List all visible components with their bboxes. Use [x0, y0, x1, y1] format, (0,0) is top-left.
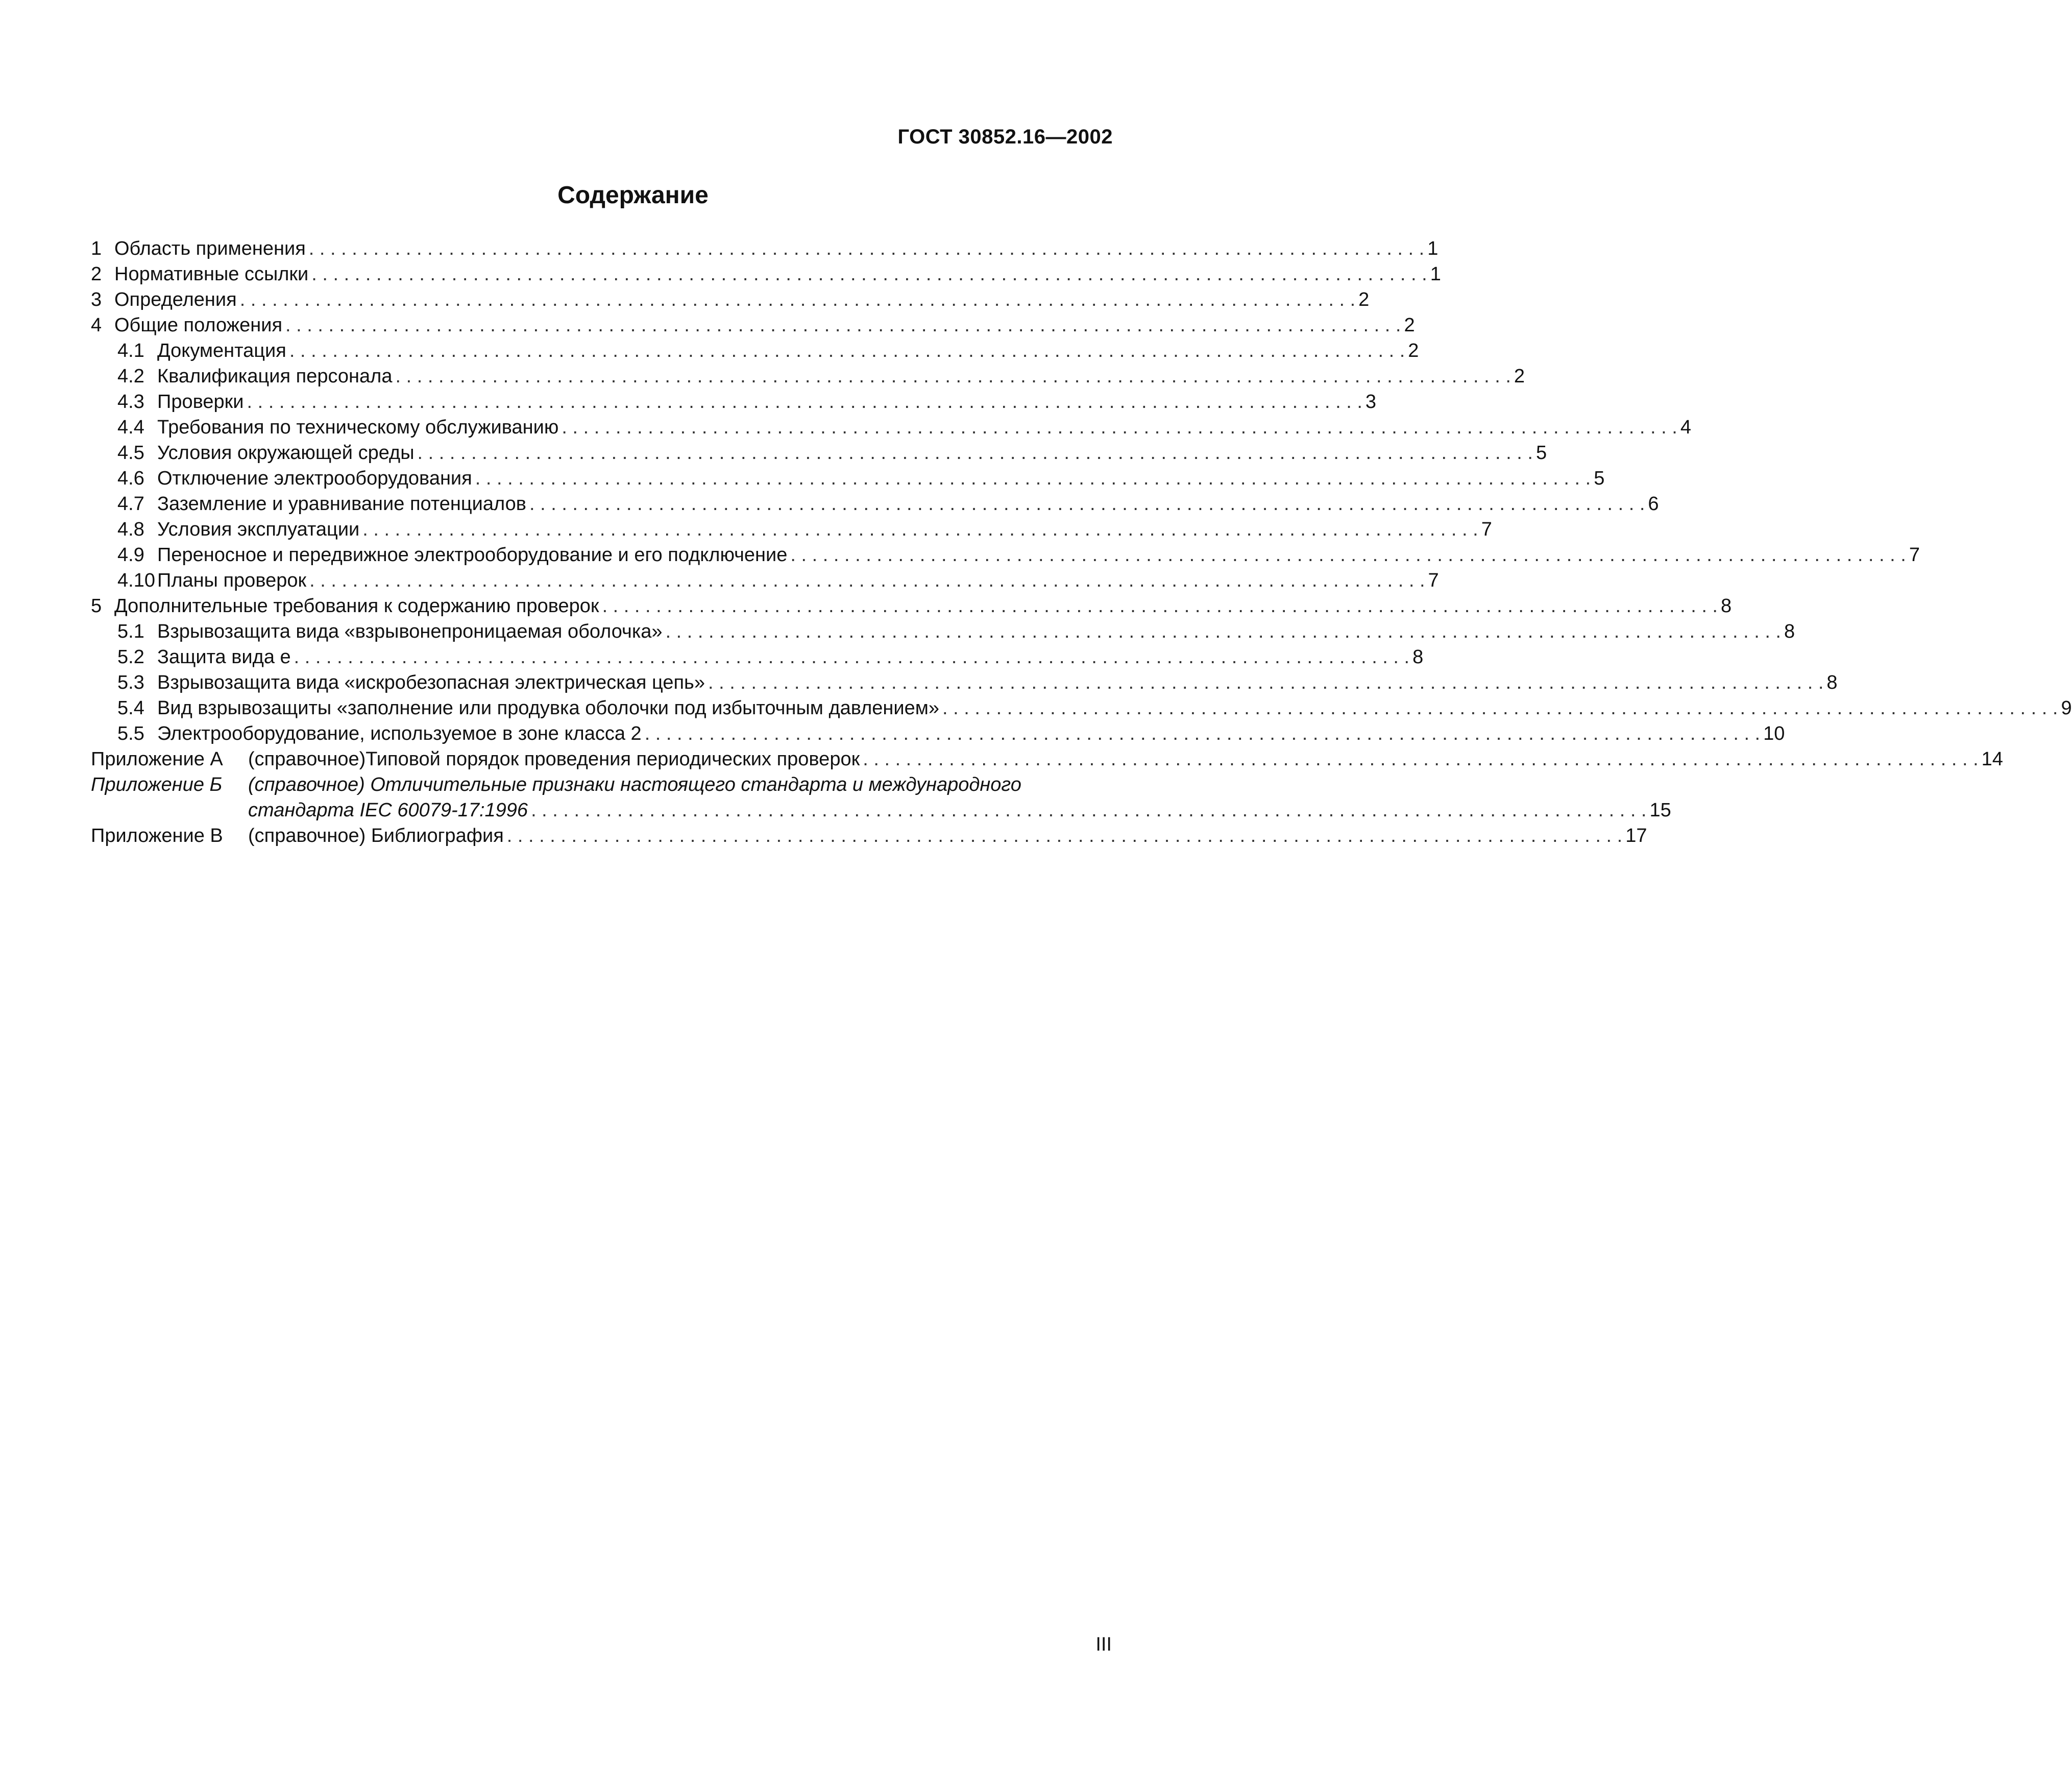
toc-entry-label: Электрооборудование, используемое в зоне класса 2: [157, 723, 642, 744]
page-number: III: [1095, 1634, 1112, 1655]
appendix-tag: Приложение В: [91, 825, 223, 846]
dot-leader: [475, 466, 1591, 491]
toc-appendix-b[interactable]: [91, 772, 1113, 797]
toc-entry-page: 1: [1427, 238, 1439, 259]
toc-entry-number: 4.6: [117, 468, 144, 489]
toc-entry-page: 8: [1826, 672, 1838, 693]
toc-entry-number: 4.8: [117, 519, 144, 540]
toc-entry[interactable]: [91, 415, 1691, 440]
standard-code: ГОСТ 30852.16—2002: [897, 126, 1113, 148]
toc-appendix-a[interactable]: [91, 746, 2003, 772]
toc-entry[interactable]: [91, 670, 1838, 695]
dot-leader: [708, 670, 1823, 695]
toc-entry-label: Отключение электрооборудования: [157, 468, 472, 489]
toc-entry-label: Требования по техническому обслуживанию: [157, 417, 559, 438]
dot-leader: [294, 644, 1409, 670]
toc-entry[interactable]: [91, 619, 1795, 644]
toc-entry-page: 8: [1721, 595, 1732, 617]
toc-entry-number: 5.5: [117, 723, 144, 744]
toc-entry-page: 6: [1648, 493, 1659, 515]
appendix-page: 14: [1981, 748, 2003, 770]
toc-entry-number: 4.1: [117, 340, 144, 361]
dot-leader: [311, 261, 1427, 287]
toc-entry[interactable]: [91, 440, 1547, 466]
toc-appendix-b-continued[interactable]: [91, 797, 1671, 823]
toc-entry[interactable]: [91, 261, 1441, 287]
toc-entry-page: 5: [1594, 468, 1605, 489]
appendix-page: 15: [1649, 800, 1671, 821]
dot-leader: [863, 746, 1978, 772]
dot-leader: [395, 364, 1510, 389]
toc-entry-number: 2: [91, 263, 102, 285]
toc-entry-number: 4.9: [117, 544, 144, 566]
toc-entry-page: 8: [1784, 621, 1795, 642]
dot-leader: [645, 721, 1760, 746]
toc-entry-label: Область применения: [114, 238, 306, 259]
appendix-page: 17: [1625, 825, 1647, 846]
toc-entry-label: Квалификация персонала: [157, 366, 393, 387]
appendix-label: (справочное) Отличительные признаки настоящего стандарта и международного: [248, 774, 1021, 795]
appendix-label: (справочное)Типовой порядок проведения периодических проверок: [248, 748, 860, 770]
toc-entry[interactable]: [91, 568, 1439, 593]
dot-leader: [309, 236, 1424, 261]
toc-entry-label: Документация: [157, 340, 286, 361]
toc-entry-label: Взрывозащита вида «искробезопасная электрическая цепь»: [157, 672, 705, 693]
toc-entry[interactable]: [91, 287, 1370, 312]
toc-entry-label: Защита вида е: [157, 646, 291, 668]
toc-entry[interactable]: [91, 466, 1605, 491]
dot-leader: [247, 389, 1362, 415]
toc-entry[interactable]: [91, 721, 1785, 746]
toc-entry-page: 2: [1514, 366, 1525, 387]
toc-entry-page: 9: [2061, 697, 2072, 719]
dot-leader: [529, 491, 1645, 517]
toc-entry-number: 5.1: [117, 621, 144, 642]
dot-leader: [240, 287, 1355, 312]
appendix-tag: Приложение А: [91, 748, 223, 770]
appendix-label: (справочное) Библиография: [248, 825, 504, 846]
toc-entries: [91, 236, 2072, 746]
toc-entry-label: Переносное и передвижное электрооборудование и его подключение: [157, 544, 788, 566]
toc-entry-label: Планы проверок: [157, 570, 307, 591]
appendix-tag: Приложение Б: [91, 774, 223, 795]
toc-entry-number: 4.4: [117, 417, 144, 438]
toc-entry-label: Определения: [114, 289, 237, 310]
toc-entry-number: 4.3: [117, 391, 144, 413]
toc-entry[interactable]: [91, 644, 1424, 670]
toc-entry[interactable]: [91, 389, 1377, 415]
toc-entry-label: Проверки: [157, 391, 244, 413]
toc-entry-label: Общие положения: [114, 314, 283, 336]
toc-entry[interactable]: [91, 338, 1419, 364]
dot-leader: [289, 338, 1405, 364]
toc-entry-number: 5.2: [117, 646, 144, 668]
toc-entry-page: 2: [1404, 314, 1415, 336]
toc-entry-page: 4: [1680, 417, 1691, 438]
dot-leader: [309, 568, 1425, 593]
toc-entry[interactable]: [91, 236, 1439, 261]
toc-entry[interactable]: [91, 695, 2072, 721]
toc-entry-number: 3: [91, 289, 102, 310]
toc-entry[interactable]: [91, 364, 1525, 389]
dot-leader: [602, 593, 1718, 619]
toc-entry[interactable]: [91, 312, 1415, 338]
toc-entry-number: 1: [91, 238, 102, 259]
toc-entry-label: Нормативные ссылки: [114, 263, 309, 285]
dot-leader: [362, 517, 1478, 542]
toc-entry-page: 7: [1481, 519, 1492, 540]
toc-entry-page: 7: [1428, 570, 1439, 591]
dot-leader: [507, 823, 1622, 849]
toc-entry[interactable]: [91, 491, 1659, 517]
toc-entry-page: 3: [1365, 391, 1377, 413]
dot-leader: [418, 440, 1533, 466]
toc-entry-number: 4.10: [117, 570, 155, 591]
toc-entry-page: 5: [1535, 442, 1547, 464]
toc-entry-label: Взрывозащита вида «взрывонепроницаемая оболочка»: [157, 621, 663, 642]
toc-entry-label: Условия окружающей среды: [157, 442, 415, 464]
toc-entry[interactable]: [91, 593, 1732, 619]
dot-leader: [790, 542, 1906, 568]
toc-appendix-v[interactable]: [91, 823, 1647, 849]
toc-entry-number: 5: [91, 595, 102, 617]
dot-leader: [666, 619, 1781, 644]
table-of-contents: [91, 236, 2072, 849]
toc-entry-number: 5.4: [117, 697, 144, 719]
toc-entry[interactable]: [91, 542, 1920, 568]
toc-entry-label: Заземление и уравнивание потенциалов: [157, 493, 526, 515]
toc-entry-page: 2: [1408, 340, 1419, 361]
toc-entry-page: 1: [1430, 263, 1441, 285]
toc-entry-label: Вид взрывозащиты «заполнение или продувка оболочки под избыточным давлением»: [157, 697, 939, 719]
page-title: Содержание: [557, 182, 709, 209]
dot-leader: [285, 312, 1401, 338]
toc-entry-page: 8: [1412, 646, 1424, 668]
toc-entry-label: Условия эксплуатации: [157, 519, 360, 540]
toc-entry-number: 4: [91, 314, 102, 336]
appendix-label-continued: стандарта IEC 60079-17:1996: [248, 800, 528, 821]
toc-entry-page: 7: [1909, 544, 1920, 566]
toc-entry-label: Дополнительные требования к содержанию проверок: [114, 595, 599, 617]
dot-leader: [531, 797, 1646, 823]
dot-leader: [942, 695, 2058, 721]
toc-entry-number: 5.3: [117, 672, 144, 693]
toc-entry-page: 10: [1763, 723, 1785, 744]
toc-entry-number: 4.7: [117, 493, 144, 515]
dot-leader: [562, 415, 1677, 440]
toc-entry-page: 2: [1358, 289, 1370, 310]
toc-entry[interactable]: [91, 517, 1492, 542]
toc-entry-number: 4.5: [117, 442, 144, 464]
toc-entry-number: 4.2: [117, 366, 144, 387]
